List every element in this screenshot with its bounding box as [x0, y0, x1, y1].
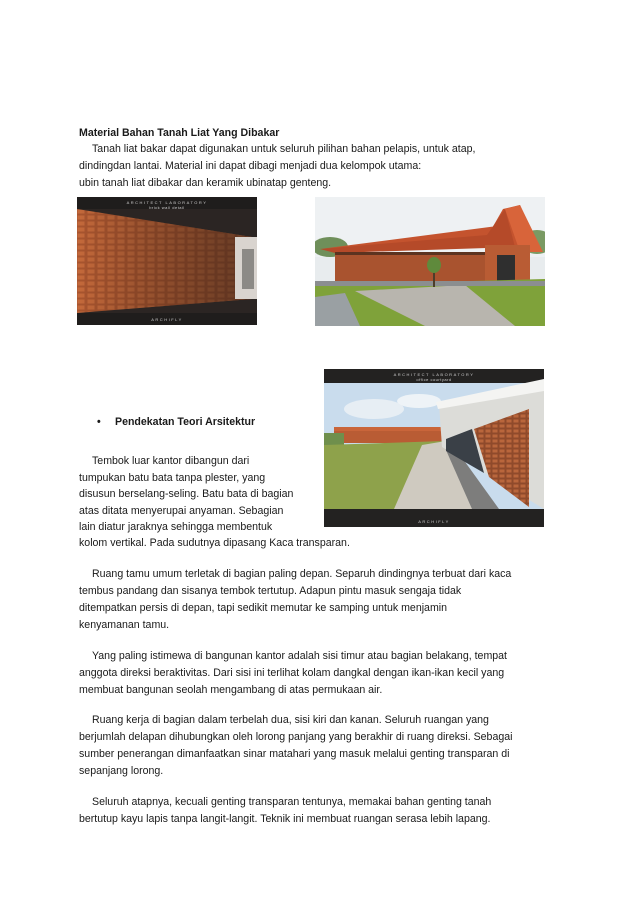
intro-line: Tanah liat bakar dapat digunakan untuk seluruh pilihan bahan pelapis, untuk atap, [92, 143, 476, 155]
paragraph-line: tumpukan batu bata tanpa plester, yang [79, 472, 266, 484]
photo-caption-sub: brick wall detail [149, 205, 185, 210]
bullet-heading: Pendekatan Teori Arsitektur [115, 416, 256, 428]
photo-caption-top: ARCHITECT LABORATORY [393, 372, 475, 377]
paragraph-line: membuat bangunan seolah mengambang di atas permukaan air. [79, 684, 383, 696]
paragraph-line: Ruang kerja di bagian dalam terbelah dua, sisi kiri dan kanan. Seluruh ruangan yang [92, 714, 489, 726]
paragraph-line: atas ditata menyerupai anyaman. Sebagian [79, 505, 284, 517]
red-roof-house-photo [315, 197, 545, 326]
corridor-photo [324, 369, 544, 527]
paragraph-line: Ruang tamu umum terletak di bagian paling depan. Separuh dindingnya terbuat dari kaca [92, 568, 512, 580]
photo-caption-bottom: ARCHIFLY [418, 519, 450, 524]
paragraph-line: disusun berselang-seling. Batu bata di bagian [79, 488, 294, 500]
paragraph-line: kenyamanan tamu. [79, 619, 170, 631]
bullet-symbol: • [97, 416, 101, 428]
paragraph-line: lain diatur jaraknya sehingga membentuk [79, 521, 273, 533]
photo-caption-sub: office courtyard [416, 377, 452, 382]
paragraph-line: ditempatkan persis di depan, tapi sedikit memutar ke samping untuk menjamin [79, 602, 448, 614]
paragraph-line: kolom vertikal. Pada sudutnya dipasang Kaca transparan. [79, 537, 350, 549]
brick-wall-illustration [77, 197, 257, 325]
house-illustration [315, 197, 545, 326]
paragraph-line: Tembok luar kantor dibangun dari [92, 455, 250, 467]
intro-line: dindingdan lantai. Material ini dapat dibagi menjadi dua kelompok utama: [79, 160, 422, 172]
intro-line: ubin tanah liat dibakar dan keramik ubinatap genteng. [79, 177, 332, 189]
paragraph-line: bertutup kayu lapis tanpa langit-langit. Teknik ini membuat ruangan serasa lebih lapang. [79, 813, 491, 825]
photo-caption-top: ARCHITECT LABORATORY [126, 200, 208, 205]
paragraph-line: sepanjang lorong. [79, 765, 164, 777]
brick-wall-photo [77, 197, 257, 325]
photo-caption-bottom: ARCHIFLY [151, 317, 183, 322]
section-title: Material Bahan Tanah Liat Yang Dibakar [79, 127, 280, 139]
paragraph-line: berjumlah delapan dihubungkan oleh lorong panjang yang berakhir di ruang direksi. Sebagai [79, 731, 513, 743]
corridor-illustration [324, 369, 544, 527]
paragraph-line: sumber penerangan dimanfaatkan sinar matahari yang masuk melalui genting transparan di [79, 748, 510, 760]
paragraph-line: Seluruh atapnya, kecuali genting transparan tentunya, memakai bahan genting tanah [92, 796, 492, 808]
paragraph-line: anggota direksi beraktivitas. Dari sisi ini terlihat kolam dangkal dengan ikan-ikan kecil yang [79, 667, 505, 679]
paragraph-line: tembus pandang dan sisanya tembok tertutup. Adapun pintu masuk sengaja tidak [79, 585, 462, 597]
paragraph-line: Yang paling istimewa di bangunan kantor adalah sisi timur atau bagian belakang, tempat [92, 650, 507, 662]
